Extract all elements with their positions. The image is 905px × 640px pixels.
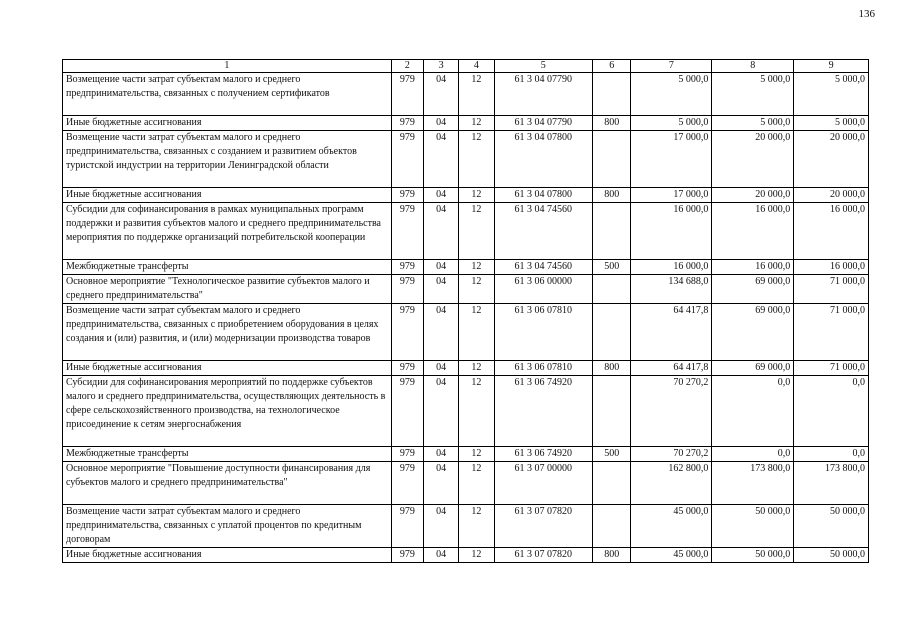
cell-amount-year-2: 50 000,0 [712, 548, 794, 563]
table-row [63, 548, 869, 563]
cell-expense-type [593, 275, 631, 304]
header-col-6: 6 [593, 60, 631, 73]
cell-name: Межбюджетные трансферты [63, 260, 392, 275]
cell-target-article: 61 3 04 07790 [494, 116, 593, 131]
cell-section: 04 [423, 462, 458, 505]
cell-section: 04 [423, 260, 458, 275]
cell-amount-year-1: 16 000,0 [631, 260, 712, 275]
budget-table [62, 59, 869, 563]
cell-ved: 979 [391, 203, 423, 260]
cell-amount-year-3: 16 000,0 [794, 260, 869, 275]
cell-name: Основное мероприятие "Повышение доступности финансирования для субъектов малого и среднего предпринимательства" [63, 462, 392, 505]
cell-amount-year-2: 50 000,0 [712, 505, 794, 548]
cell-subsection: 12 [459, 304, 494, 361]
cell-amount-year-3: 71 000,0 [794, 361, 869, 376]
cell-amount-year-3: 71 000,0 [794, 275, 869, 304]
table-row [63, 361, 869, 376]
header-col-4: 4 [459, 60, 494, 73]
cell-name: Иные бюджетные ассигнования [63, 116, 392, 131]
header-col-5: 5 [494, 60, 593, 73]
cell-amount-year-3: 0,0 [794, 447, 869, 462]
cell-expense-type: 500 [593, 260, 631, 275]
cell-amount-year-1: 45 000,0 [631, 505, 712, 548]
cell-section: 04 [423, 548, 458, 563]
table-body [63, 73, 869, 563]
cell-subsection: 12 [459, 260, 494, 275]
cell-target-article: 61 3 06 74920 [494, 376, 593, 447]
cell-section: 04 [423, 361, 458, 376]
cell-ved: 979 [391, 462, 423, 505]
cell-target-article: 61 3 04 74560 [494, 260, 593, 275]
cell-name: Возмещение части затрат субъектам малого и среднего предпринимательства, связанных с созданием и развитием объектов туристской индустрии на территории Ленинградской области [63, 131, 392, 188]
cell-subsection: 12 [459, 275, 494, 304]
cell-amount-year-3: 50 000,0 [794, 505, 869, 548]
cell-amount-year-1: 17 000,0 [631, 131, 712, 188]
cell-amount-year-3: 20 000,0 [794, 188, 869, 203]
cell-target-article: 61 3 07 00000 [494, 462, 593, 505]
table-row [63, 462, 869, 505]
cell-amount-year-2: 69 000,0 [712, 304, 794, 361]
header-col-2: 2 [391, 60, 423, 73]
cell-ved: 979 [391, 73, 423, 116]
cell-subsection: 12 [459, 462, 494, 505]
cell-ved: 979 [391, 116, 423, 131]
cell-subsection: 12 [459, 361, 494, 376]
cell-subsection: 12 [459, 505, 494, 548]
cell-name: Иные бюджетные ассигнования [63, 361, 392, 376]
cell-ved: 979 [391, 131, 423, 188]
cell-amount-year-3: 0,0 [794, 376, 869, 447]
cell-target-article: 61 3 04 74560 [494, 203, 593, 260]
cell-expense-type: 800 [593, 361, 631, 376]
cell-expense-type [593, 131, 631, 188]
cell-section: 04 [423, 131, 458, 188]
cell-amount-year-2: 69 000,0 [712, 275, 794, 304]
cell-section: 04 [423, 376, 458, 447]
cell-amount-year-1: 5 000,0 [631, 116, 712, 131]
cell-target-article: 61 3 06 00000 [494, 275, 593, 304]
cell-amount-year-2: 20 000,0 [712, 188, 794, 203]
cell-ved: 979 [391, 505, 423, 548]
cell-section: 04 [423, 116, 458, 131]
cell-target-article: 61 3 04 07800 [494, 131, 593, 188]
cell-amount-year-3: 71 000,0 [794, 304, 869, 361]
cell-name: Межбюджетные трансферты [63, 447, 392, 462]
cell-name: Субсидии для софинансирования мероприятий по поддержке субъектов малого и среднего предпринимательства, осуществляющих деятельность в сфере сельскохозяйственного производства, на технологическое присоединение к сетям энергоснабжения [63, 376, 392, 447]
cell-amount-year-2: 16 000,0 [712, 203, 794, 260]
cell-section: 04 [423, 203, 458, 260]
cell-amount-year-2: 20 000,0 [712, 131, 794, 188]
cell-amount-year-1: 5 000,0 [631, 73, 712, 116]
header-col-8: 8 [712, 60, 794, 73]
cell-section: 04 [423, 73, 458, 116]
cell-subsection: 12 [459, 203, 494, 260]
cell-ved: 979 [391, 548, 423, 563]
cell-expense-type [593, 376, 631, 447]
cell-amount-year-1: 64 417,8 [631, 361, 712, 376]
cell-subsection: 12 [459, 73, 494, 116]
cell-target-article: 61 3 04 07800 [494, 188, 593, 203]
cell-name: Основное мероприятие "Технологическое развитие субъектов малого и среднего предпринимательства" [63, 275, 392, 304]
cell-expense-type: 800 [593, 188, 631, 203]
header-col-1: 1 [63, 60, 392, 73]
cell-expense-type: 800 [593, 116, 631, 131]
cell-name: Иные бюджетные ассигнования [63, 548, 392, 563]
cell-target-article: 61 3 06 07810 [494, 304, 593, 361]
cell-subsection: 12 [459, 376, 494, 447]
cell-subsection: 12 [459, 116, 494, 131]
cell-ved: 979 [391, 361, 423, 376]
cell-amount-year-3: 5 000,0 [794, 73, 869, 116]
cell-target-article: 61 3 06 74920 [494, 447, 593, 462]
cell-expense-type: 500 [593, 447, 631, 462]
cell-expense-type [593, 505, 631, 548]
table-row [63, 304, 869, 361]
cell-amount-year-1: 70 270,2 [631, 376, 712, 447]
cell-ved: 979 [391, 447, 423, 462]
cell-amount-year-1: 17 000,0 [631, 188, 712, 203]
cell-ved: 979 [391, 376, 423, 447]
cell-section: 04 [423, 275, 458, 304]
table-row [63, 203, 869, 260]
page-number: 136 [858, 8, 875, 20]
cell-target-article: 61 3 06 07810 [494, 361, 593, 376]
cell-amount-year-3: 5 000,0 [794, 116, 869, 131]
cell-amount-year-1: 134 688,0 [631, 275, 712, 304]
cell-amount-year-1: 64 417,8 [631, 304, 712, 361]
cell-amount-year-2: 16 000,0 [712, 260, 794, 275]
cell-name: Возмещение части затрат субъектам малого и среднего предпринимательства, связанных с уплатой процентов по кредитным договорам [63, 505, 392, 548]
header-col-7: 7 [631, 60, 712, 73]
cell-target-article: 61 3 04 07790 [494, 73, 593, 116]
cell-name: Возмещение части затрат субъектам малого и среднего предпринимательства, связанных с приобретением оборудования в целях создания и (или) развития, и (или) модернизации производства товаров [63, 304, 392, 361]
cell-subsection: 12 [459, 548, 494, 563]
cell-subsection: 12 [459, 131, 494, 188]
cell-name: Субсидии для софинансирования в рамках муниципальных программ поддержки и развития субъектов малого и среднего предпринимательства мероприятия по поддержке организаций потребительской кооперации [63, 203, 392, 260]
cell-expense-type [593, 203, 631, 260]
cell-amount-year-2: 173 800,0 [712, 462, 794, 505]
cell-amount-year-1: 45 000,0 [631, 548, 712, 563]
table-row [63, 260, 869, 275]
cell-section: 04 [423, 188, 458, 203]
cell-amount-year-2: 69 000,0 [712, 361, 794, 376]
header-col-9: 9 [794, 60, 869, 73]
cell-target-article: 61 3 07 07820 [494, 505, 593, 548]
cell-subsection: 12 [459, 188, 494, 203]
cell-ved: 979 [391, 275, 423, 304]
cell-expense-type [593, 73, 631, 116]
table-row [63, 505, 869, 548]
cell-section: 04 [423, 304, 458, 361]
table-row [63, 131, 869, 188]
cell-amount-year-2: 0,0 [712, 447, 794, 462]
cell-ved: 979 [391, 260, 423, 275]
table-row [63, 116, 869, 131]
table-row [63, 73, 869, 116]
header-col-3: 3 [423, 60, 458, 73]
cell-amount-year-1: 162 800,0 [631, 462, 712, 505]
cell-amount-year-3: 50 000,0 [794, 548, 869, 563]
cell-expense-type [593, 462, 631, 505]
cell-ved: 979 [391, 304, 423, 361]
cell-amount-year-1: 70 270,2 [631, 447, 712, 462]
cell-ved: 979 [391, 188, 423, 203]
cell-amount-year-3: 173 800,0 [794, 462, 869, 505]
table-header-row [63, 60, 869, 73]
cell-amount-year-3: 20 000,0 [794, 131, 869, 188]
cell-amount-year-2: 0,0 [712, 376, 794, 447]
cell-target-article: 61 3 07 07820 [494, 548, 593, 563]
cell-name: Возмещение части затрат субъектам малого и среднего предпринимательства, связанных с получением сертификатов [63, 73, 392, 116]
cell-expense-type [593, 304, 631, 361]
table-row [63, 376, 869, 447]
cell-amount-year-3: 16 000,0 [794, 203, 869, 260]
table-row [63, 275, 869, 304]
cell-section: 04 [423, 505, 458, 548]
cell-amount-year-2: 5 000,0 [712, 73, 794, 116]
cell-expense-type: 800 [593, 548, 631, 563]
cell-amount-year-1: 16 000,0 [631, 203, 712, 260]
cell-section: 04 [423, 447, 458, 462]
cell-name: Иные бюджетные ассигнования [63, 188, 392, 203]
cell-amount-year-2: 5 000,0 [712, 116, 794, 131]
table-row [63, 188, 869, 203]
cell-subsection: 12 [459, 447, 494, 462]
table-row [63, 447, 869, 462]
